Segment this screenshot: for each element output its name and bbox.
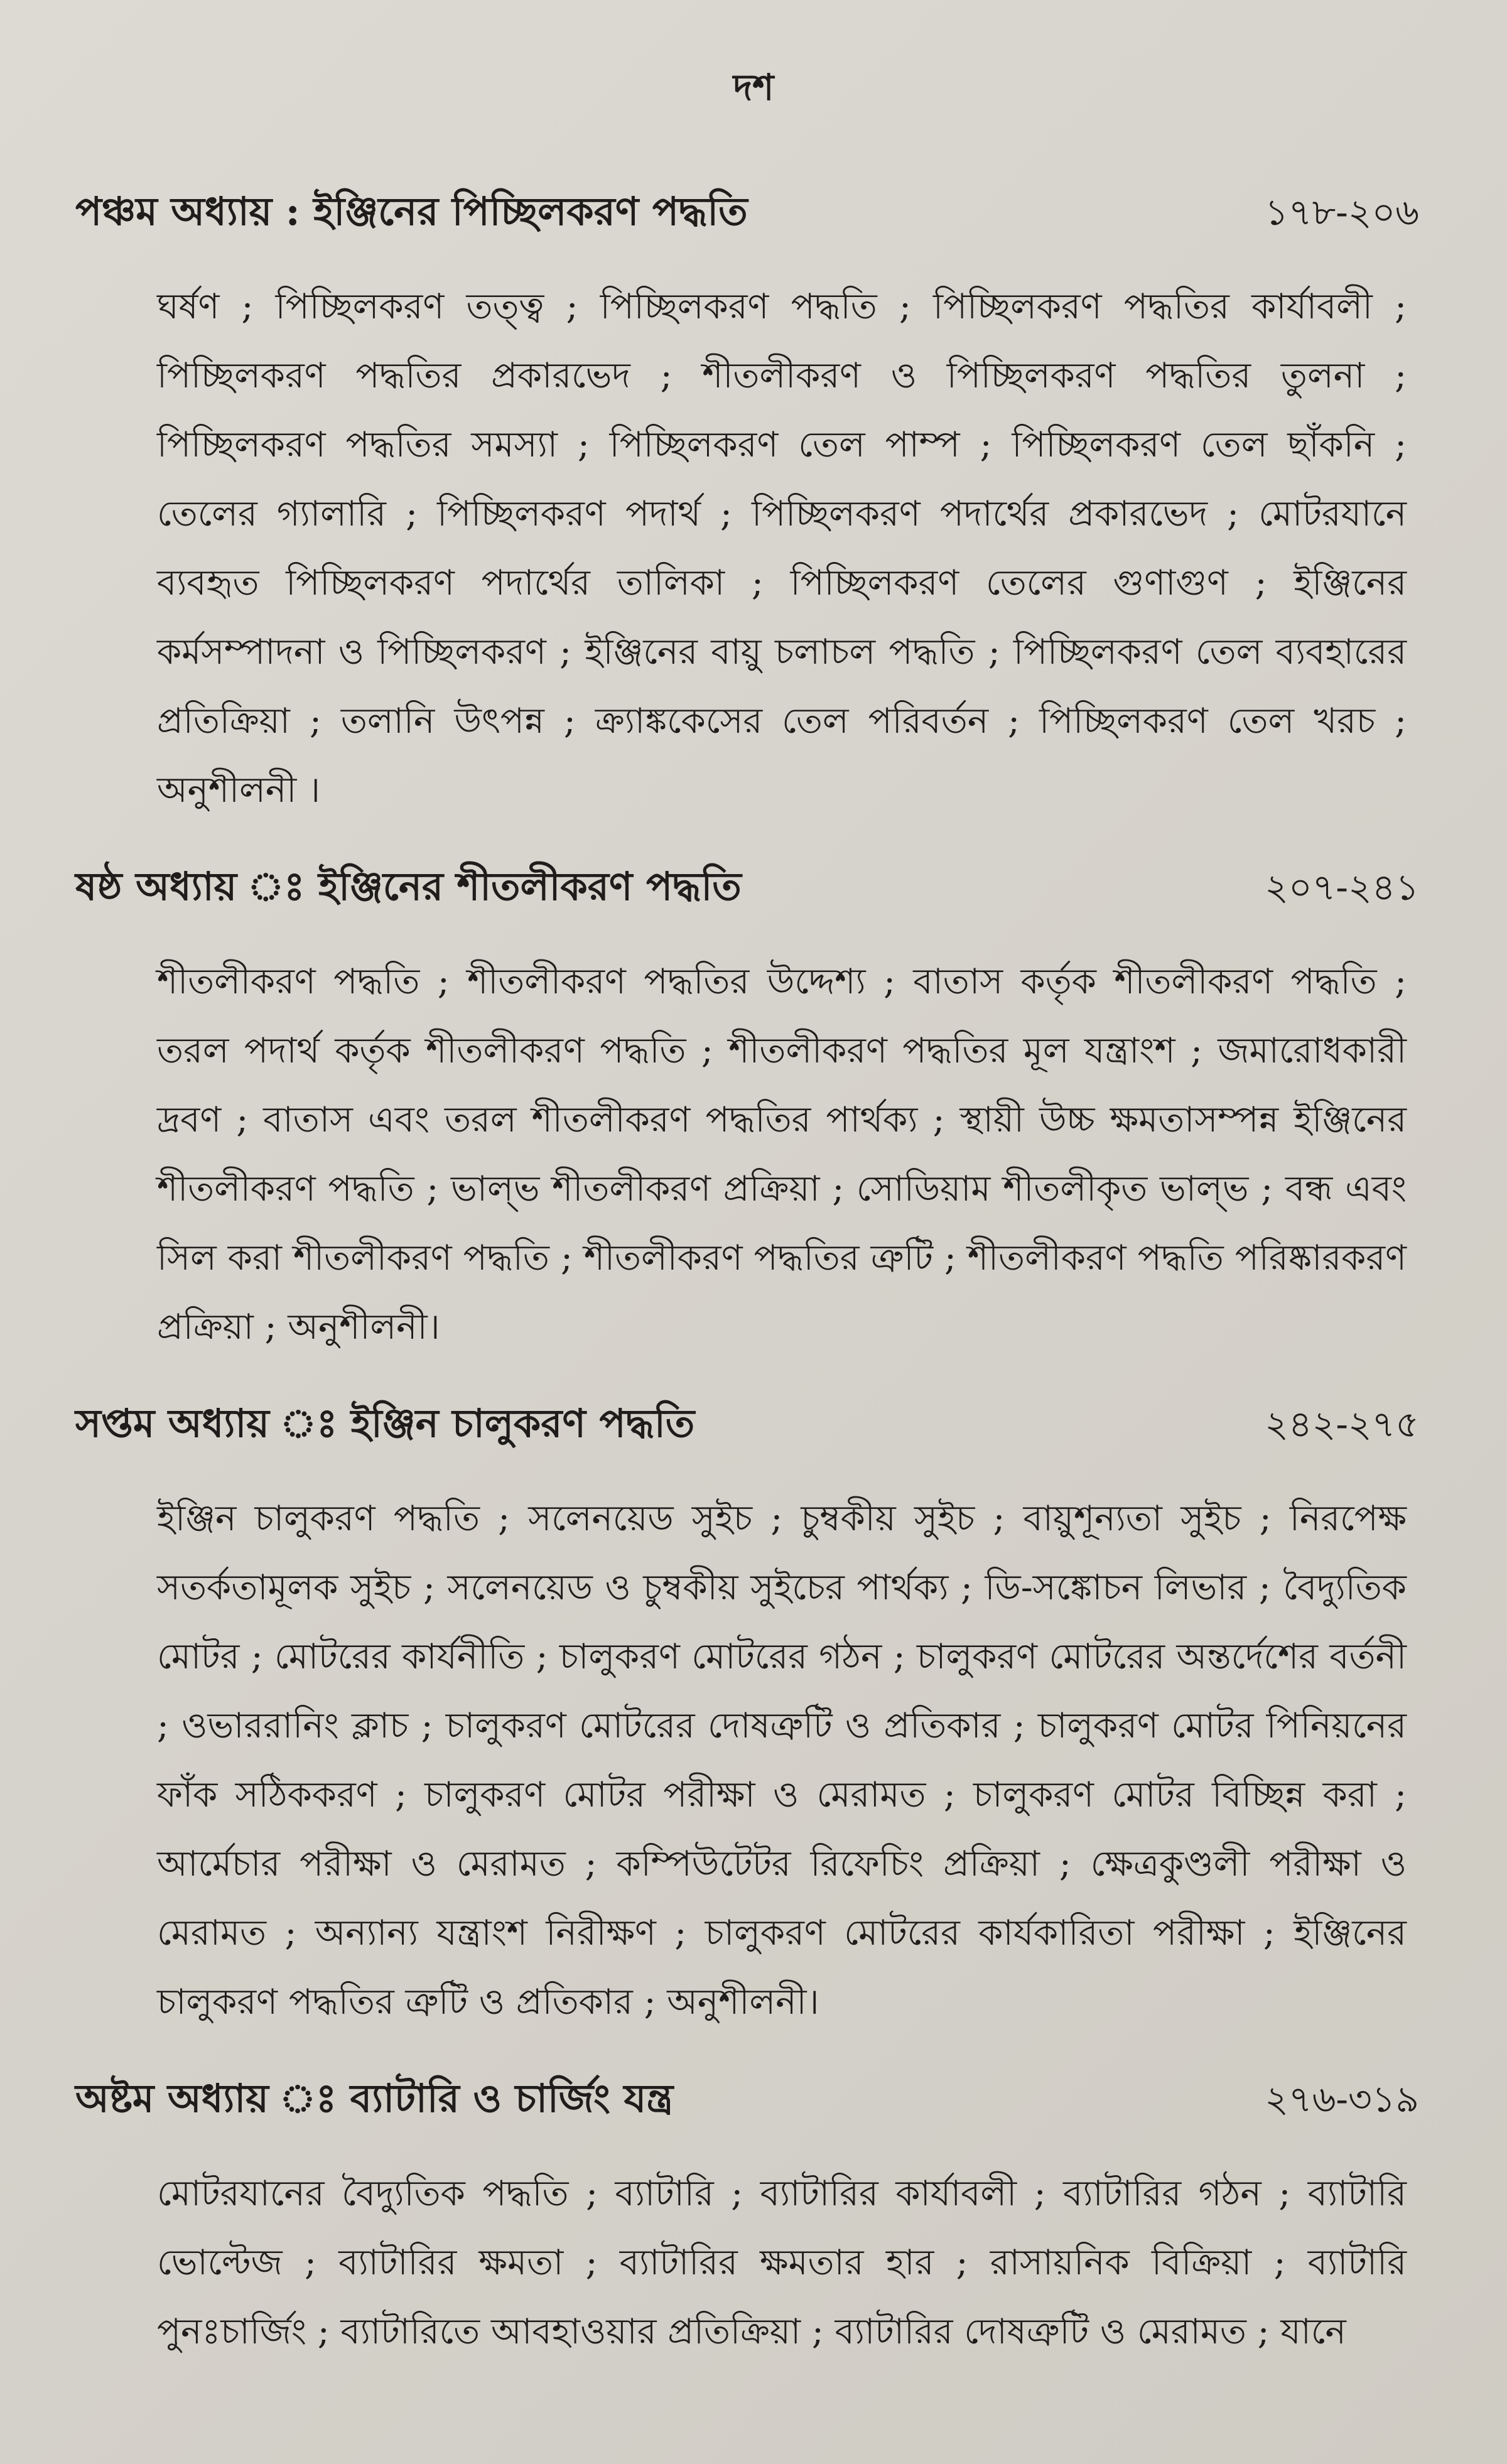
chapter-title: সপ্তম অধ্যায় ঃ ইঞ্জিন চালুকরণ পদ্ধতি [75, 1400, 695, 1446]
chapter-page-range: ২৭৬-৩১৯ [1265, 2078, 1419, 2121]
chapter-title: অষ্টম অধ্যায় ঃ ব্যাটারি ও চার্জিং যন্ত্র [75, 2075, 674, 2121]
chapter-heading [75, 2075, 1432, 2122]
chapter-6 [75, 863, 1432, 1362]
chapter-page-range: ২০৭-২৪১ [1265, 866, 1419, 909]
chapter-title: ষষ্ঠ অধ্যায় ঃ ইঞ্জিনের শীতলীকরণ পদ্ধতি [75, 863, 742, 909]
chapter-topics: মোটরযানের বৈদ্যুতিক পদ্ধতি ; ব্যাটারি ; ব্যাটারির কার্যাবলী ; ব্যাটারির গঠন ; ব্যাটারি ভোল্টেজ ; ব্যাটারির ক্ষমতা ; ব্যাটারির ক্ষমতার হার ; রাসায়নিক বিক্রিয়া ; ব্যাটারি পুনঃচার্জিং ; ব্যাটারিতে আবহাওয়ার প্রতিক্রিয়া ; ব্যাটারির দোষত্রুটি ও মেরামত ; যানে [157, 2173, 1407, 2353]
chapter-page-range: ২৪২-২৭৫ [1265, 1403, 1419, 1445]
chapter-heading [75, 863, 1432, 910]
chapter-8 [75, 2075, 1432, 2367]
page-number: দশ [733, 66, 774, 109]
chapter-7 [75, 1400, 1432, 2037]
chapter-topics: ঘর্ষণ ; পিচ্ছিলকরণ তত্ত্ব ; পিচ্ছিলকরণ পদ্ধতি ; পিচ্ছিলকরণ পদ্ধতির কার্যাবলী ; পিচ্ছিলকরণ পদ্ধতির প্রকারভেদ ; শীতলীকরণ ও পিচ্ছিলকরণ পদ্ধতির তুলনা ; পিচ্ছিলকরণ পদ্ধতির সমস্যা ; পিচ্ছিলকরণ তেল পাম্প ; পিচ্ছিলকরণ তেল ছাঁকনি ; তেলের গ্যালারি ; পিচ্ছিলকরণ পদার্থ ; পিচ্ছিলকরণ পদার্থের প্রকারভেদ ; মোটরযানে ব্যবহৃত পিচ্ছিলকরণ পদার্থের তালিকা ; পিচ্ছিলকরণ তেলের গুণাগুণ ; ইঞ্জিনের কর্মসম্পাদনা ও পিচ্ছিলকরণ ; ইঞ্জিনের বায়ু চলাচল পদ্ধতি ; পিচ্ছিলকরণ তেল ব্যবহারের প্রতিক্রিয়া ; তলানি উৎপন্ন ; ক্র্যাঙ্ককেসের তেল পরিবর্তন ; পিচ্ছিলকরণ তেল খরচ ; অনুশীলনী । [157, 286, 1407, 811]
chapter-page-range: ১৭৮-২০৬ [1265, 191, 1419, 234]
chapter-5 [75, 188, 1432, 825]
chapter-title: পঞ্চম অধ্যায় : ইঞ্জিনের পিচ্ছিলকরণ পদ্ধতি [75, 188, 748, 234]
chapter-topics: শীতলীকরণ পদ্ধতি ; শীতলীকরণ পদ্ধতির উদ্দেশ্য ; বাতাস কর্তৃক শীতলীকরণ পদ্ধতি ; তরল পদার্থ কর্তৃক শীতলীকরণ পদ্ধতি ; শীতলীকরণ পদ্ধতির মূল যন্ত্রাংশ ; জমারোধকারী দ্রবণ ; বাতাস এবং তরল শীতলীকরণ পদ্ধতির পার্থক্য ; স্থায়ী উচ্চ ক্ষমতাসম্পন্ন ইঞ্জিনের শীতলীকরণ পদ্ধতি ; ভাল্‌ভ শীতলীকরণ প্রক্রিয়া ; সোডিয়াম শীতলীকৃত ভাল্‌ভ ; বন্ধ এবং সিল করা শীতলীকরণ পদ্ধতি ; শীতলীকরণ পদ্ধতির ত্রুটি ; শীতলীকরণ পদ্ধতি পরিষ্কারকরণ প্রক্রিয়া ; অনুশীলনী। [157, 961, 1407, 1348]
chapter-topics: ইঞ্জিন চালুকরণ পদ্ধতি ; সলেনয়েড সুইচ ; চুম্বকীয় সুইচ ; বায়ুশূন্যতা সুইচ ; নিরপেক্ষ সতর্কতামূলক সুইচ ; সলেনয়েড ও চুম্বকীয় সুইচের পার্থক্য ; ডি-সঙ্কোচন লিভার ; বৈদ্যুতিক মোটর ; মোটরের কার্যনীতি ; চালুকরণ মোটরের গঠন ; চালুকরণ মোটরের অন্তর্দেশের বর্তনী ; ওভাররানিং ক্লাচ ; চালুকরণ মোটরের দোষত্রুটি ও প্রতিকার ; চালুকরণ মোটর পিনিয়নের ফাঁক সঠিককরণ ; চালুকরণ মোটর পরীক্ষা ও মেরামত ; চালুকরণ মোটর বিচ্ছিন্ন করা ; আর্মেচার পরীক্ষা ও মেরামত ; কম্পিউটেটর রিফেচিং প্রক্রিয়া ; ক্ষেত্রকুণ্ডলী পরীক্ষা ও মেরামত ; অন্যান্য যন্ত্রাংশ নিরীক্ষণ ; চালুকরণ মোটরের কার্যকারিতা পরীক্ষা ; ইঞ্জিনের চালুকরণ পদ্ধতির ত্রুটি ও প্রতিকার ; অনুশীলনী। [157, 1498, 1407, 2023]
chapter-heading [75, 188, 1432, 235]
chapter-heading [75, 1400, 1432, 1447]
